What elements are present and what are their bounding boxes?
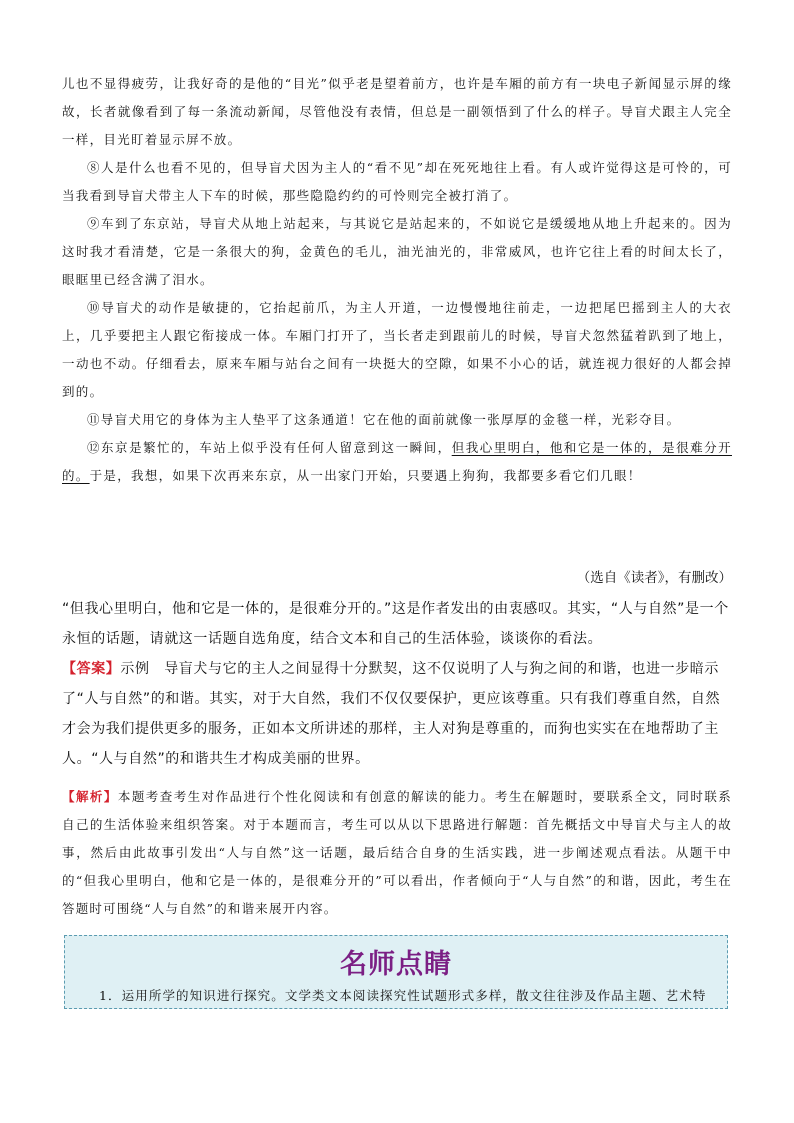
tips-item-1: 1．运用所学的知识进行探究。文学类文本阅读探究性试题形式多样，散文往往涉及作品主题、艺术特 xyxy=(99,988,707,1003)
analysis-paragraph xyxy=(62,783,732,923)
paragraph-10: ⑩导盲犬的动作是敏捷的，它抬起前爪，为主人开道，一边慢慢地往前走，一边把尾巴摇到主人的大衣上，几乎要把主人跟它衔接成一体。车厢门打开了，当长者走到跟前儿的时候，导盲犬忽然猛着趴到了地上，一动也不动。仔细看去，原来车厢与站台之间有一块挺大的空隙，如果不小心的话，就连视力很好的人都会掉到的。 xyxy=(62,300,732,399)
answer-tag: 【答案】 xyxy=(62,661,121,677)
teacher-tips-box xyxy=(64,935,728,1009)
reading-passage xyxy=(62,70,732,490)
question-block xyxy=(62,594,732,774)
answer-paragraph xyxy=(62,654,732,774)
analysis-text: 本题考查考生对作品进行个性化阅读和有创意的解读的能力。考生在解题时，要联系全文，同时联系自己的生活体验来组织答案。对于本题而言，考生可以从以下思路进行解题：首先概括文中导盲犬与主人的故事，然后由此故事引发出“人与自然”这一话题，最后结合自身的生活实践，进一步阐述观点看法。从题干中的“但我心里明白，他和它是一体的，是很难分开的”可以看出，作者倾向于“人与自然”的和谐，因此，考生在答题时可围绕“人与自然”的和谐来展开内容。 xyxy=(62,789,732,916)
paragraph-8: ⑧人是什么也看不见的，但导盲犬因为主人的“看不见”却在死死地往上看。有人或许觉得这是可怜的，可当我看到导盲犬带主人下车的时候，那些隐隐约约的可怜则完全被打消了。 xyxy=(62,160,732,203)
question-text: “但我心里明白，他和它是一体的，是很难分开的。”这是作者发出的由衷感叹。其实，“人与自然”是一个永恒的话题，请就这一话题自选角度，结合文本和自己的生活体验，谈谈你的看法。 xyxy=(62,601,729,647)
analysis-block xyxy=(62,783,732,923)
analysis-tag: 【解析】 xyxy=(62,789,118,804)
paragraph-continued: 儿也不显得疲劳，让我好奇的是他的“目光”似乎老是望着前方，也许是车厢的前方有一块电子新闻显示屏的缘故，长者就像看到了每一条流动新闻，尽管他没有表情，但总是一副领悟到了什么的样子。导盲犬跟主人完全一样，目光盯着显示屏不放。 xyxy=(62,76,732,147)
paragraph-12-end: 于是，我想，如果下次再来东京，从一出家门开始，只要遇上狗狗，我都要多看它们几眼！ xyxy=(89,468,642,483)
paragraph-12-start: ⑫东京是繁忙的，车站上似乎没有任何人留意到这一瞬间， xyxy=(87,440,452,455)
tips-title: 名师点睛 xyxy=(340,949,452,980)
source-citation: （选自《读者》，有删改） xyxy=(576,570,732,586)
underlined-sentence: 但我心里明白，他和它是一体的，是很难分开的。 xyxy=(62,440,732,483)
paragraph-12 xyxy=(62,434,732,490)
paragraph-11: ⑪导盲犬用它的身体为主人垫平了这条通道！它在他的面前就像一张厚厚的金毯一样，光彩夺目。 xyxy=(87,412,681,427)
paragraph-9: ⑨车到了东京站，导盲犬从地上站起来，与其说它是站起来的，不如说它是缓缓地从地上升起来的。因为这时我才看清楚，它是一条很大的狗，金黄色的毛儿，油光油光的，非常威风，也许它往上看的时间太长了，眼眶里已经含满了泪水。 xyxy=(62,216,732,287)
answer-text: 示例 导盲犬与它的主人之间显得十分默契，这不仅说明了人与狗之间的和谐，也进一步暗示了“人与自然”的和谐。其实，对于大自然，我们不仅仅要保护，更应该尊重。只有我们尊重自然，自然才会为我们提供更多的服务，正如本文所讲述的那样，主人对狗是尊重的，而狗也实实在在地帮助了主人。“人与自然”的和谐共生才构成美丽的世界。 xyxy=(62,661,721,767)
